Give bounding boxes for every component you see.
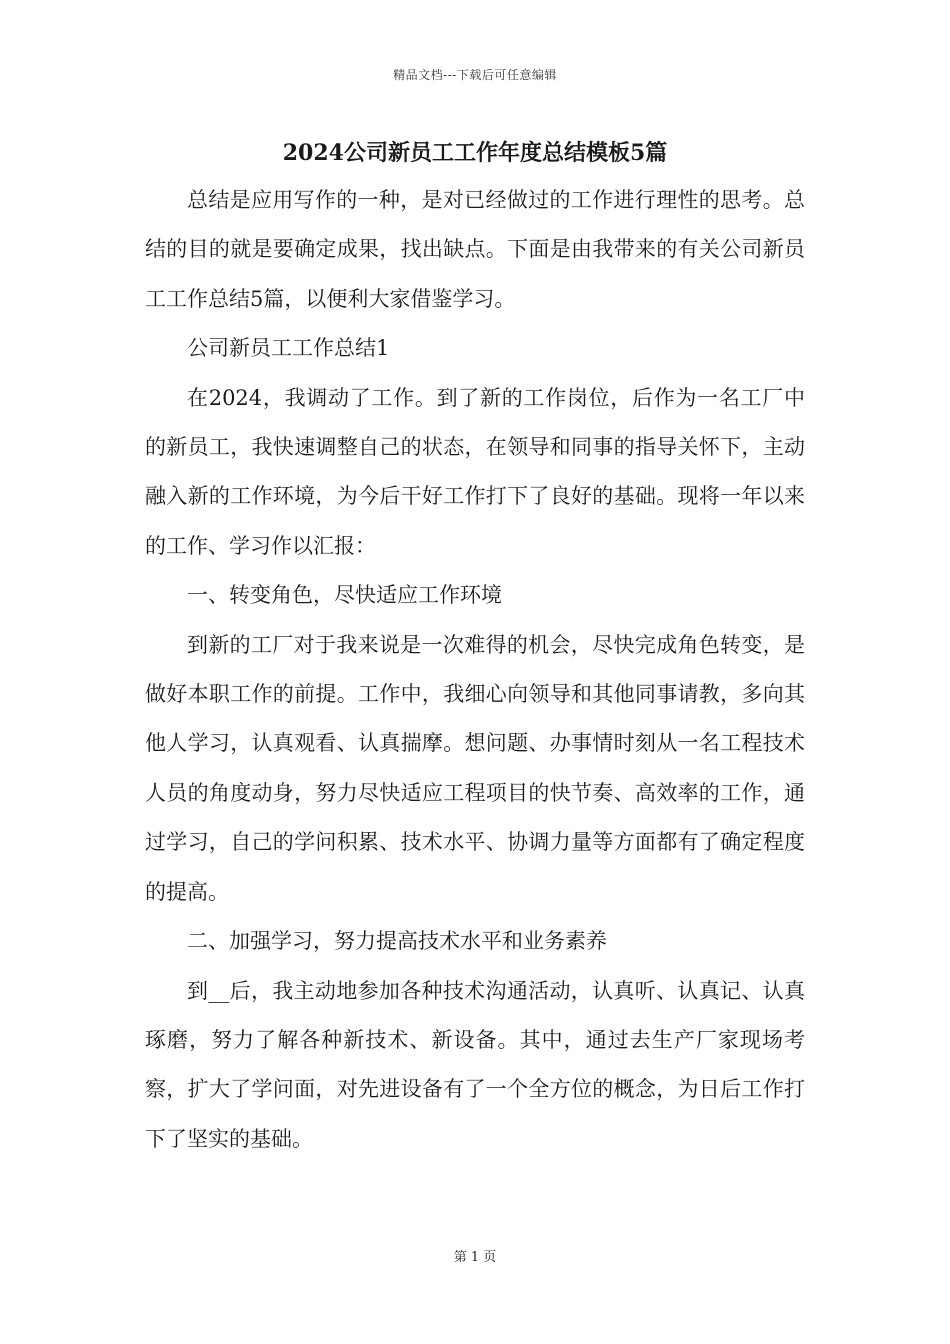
body-paragraph: 到新的工厂对于我来说是一次难得的机会，尽快完成角色转变，是做好本职工作的前提。工作中，我细心向领导和其他同事请教，多向其他人学习，认真观看、认真揣摩。想问题、办事情时刻从一名工程技术人员的角度动身，努力尽快适应工程项目的快节奏、高效率的工作，通过学习，自己的学问积累、技术水平、协调力量等方面都有了确定程度的提高。 xyxy=(145,632,805,904)
section-heading-1: 一、转变角色，尽快适应工作环境 xyxy=(187,583,502,608)
document-body xyxy=(145,176,805,1164)
document-title: 2024公司新员工工作年度总结模板5篇 xyxy=(282,140,668,166)
section-heading-2: 二、加强学习，努力提高技术水平和业务素养 xyxy=(187,929,607,954)
body-paragraph: 到__后，我主动地参加各种技术沟通活动，认真听、认真记、认真琢磨，努力了解各种新技术、新设备。其中，通过去生产厂家现场考察，扩大了学问面，对先进设备有了一个全方位的概念，为日后工作打下了坚实的基础。 xyxy=(145,978,805,1151)
page-number: 第 1 页 xyxy=(453,1250,497,1265)
body-paragraph: 在2024，我调动了工作。到了新的工作岗位，后作为一名工厂中的新员工，我快速调整自己的状态，在领导和同事的指导关怀下，主动融入新的工作环境，为今后干好工作打下了良好的基础。现将一年以来的工作、学习作以汇报： xyxy=(145,385,805,558)
section-heading-summary-1: 公司新员工工作总结1 xyxy=(187,336,390,361)
header-note: 精品文档---下载后可任意编辑 xyxy=(393,68,557,82)
intro-paragraph: 总结是应用写作的一种，是对已经做过的工作进行理性的思考。总结的目的就是要确定成果，找出缺点。下面是由我带来的有关公司新员工工作总结5篇，以便利大家借鉴学习。 xyxy=(145,188,805,311)
